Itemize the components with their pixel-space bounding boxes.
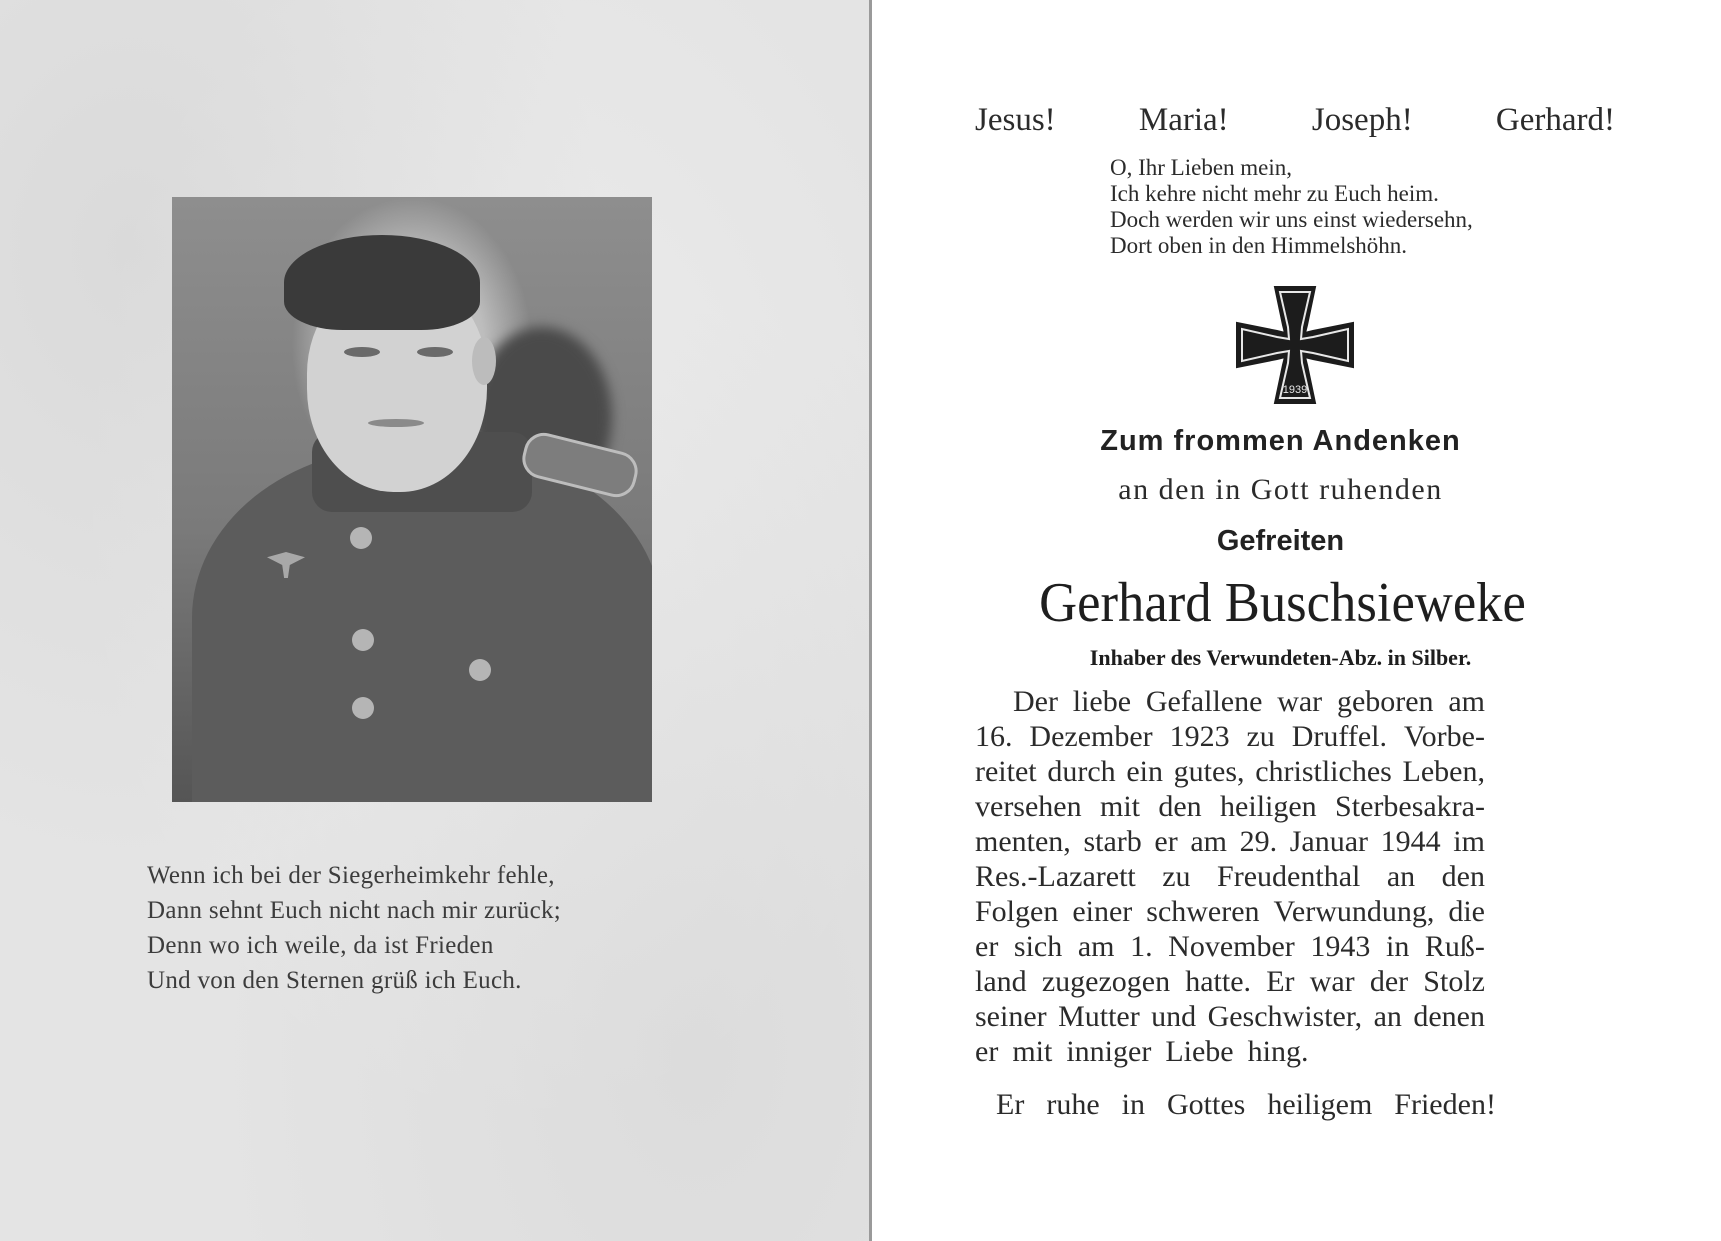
- invocation-word: Gerhard!: [1495, 102, 1615, 138]
- biography-word: Sterbesakra-: [1335, 790, 1485, 823]
- biography-line: [975, 789, 1485, 824]
- biography-word: 16.: [975, 720, 1013, 753]
- photo-button: [352, 697, 374, 719]
- biography-line: [975, 1034, 1485, 1069]
- biography-line: [975, 824, 1485, 859]
- closing-blessing: [996, 1088, 1496, 1122]
- photo-button: [350, 527, 372, 549]
- biography-line: [975, 754, 1485, 789]
- closing-word: ruhe: [1046, 1088, 1100, 1121]
- biography-word: der: [1369, 965, 1409, 998]
- biography-word: menten,: [975, 825, 1071, 858]
- biography-word: den: [1158, 790, 1202, 823]
- biography-word: reitet: [975, 755, 1037, 788]
- right-panel: [872, 0, 1721, 1241]
- poem-line: Denn wo ich weile, da ist Frieden: [147, 932, 494, 959]
- deceased-name: Gerhard Buschsieweke: [1039, 572, 1526, 634]
- photo-button: [352, 629, 374, 651]
- subheading: an den in Gott ruhenden: [1118, 473, 1443, 506]
- biography-word: geboren: [1336, 685, 1434, 718]
- biography-word: mit: [1012, 1035, 1053, 1068]
- closing-word: in: [1121, 1088, 1145, 1121]
- biography-word: 1.: [1130, 930, 1153, 963]
- biography-word: land: [975, 965, 1027, 998]
- closing-word: Frieden!: [1394, 1088, 1496, 1121]
- biography-word: christliches: [1255, 755, 1392, 788]
- biography-word: am: [1077, 930, 1115, 963]
- biography-word: zugezogen: [1041, 965, 1171, 998]
- biography-line: [975, 999, 1485, 1034]
- verse-line: Dort oben in den Himmelshöhn.: [1110, 233, 1408, 258]
- biography-line: [975, 719, 1485, 754]
- biography-word: Liebe: [1165, 1035, 1234, 1068]
- biography-word: versehen: [975, 790, 1082, 823]
- biography-word: war: [1277, 685, 1323, 718]
- emblem-year: 1939: [1282, 384, 1308, 396]
- photo-eye: [417, 347, 453, 357]
- biography-word: Res.-Lazarett: [975, 860, 1136, 893]
- verse-line: Ich kehre nicht mehr zu Euch heim.: [1110, 181, 1439, 206]
- biography-word: seiner: [975, 1000, 1047, 1033]
- biography-word: Geschwister,: [1207, 1000, 1363, 1033]
- biography-word: denen: [1413, 1000, 1485, 1033]
- iron-cross-icon: [1235, 285, 1355, 405]
- biography-word: Folgen: [975, 895, 1059, 928]
- closing-word: Gottes: [1166, 1088, 1246, 1121]
- biography-word: am: [1448, 685, 1485, 718]
- biography-word: Gefallene: [1145, 685, 1263, 718]
- poem-line: Wenn ich bei der Siegerheimkehr fehle,: [147, 862, 555, 889]
- photo-mouth: [368, 419, 424, 427]
- verse: [1110, 155, 1473, 259]
- invocation-header: [975, 102, 1615, 139]
- biography-word: Druffel.: [1291, 720, 1387, 753]
- biography-line: [975, 859, 1485, 894]
- poem-line: Und von den Sternen grüß ich Euch.: [147, 967, 522, 994]
- biography-word: zu: [1162, 860, 1191, 893]
- closing-word: Er: [996, 1088, 1025, 1121]
- biography-word: Ruß-: [1424, 930, 1485, 963]
- biography-word: Verwundung,: [1273, 895, 1435, 928]
- invocation-word: Jesus!: [975, 102, 1056, 138]
- biography-word: Januar: [1289, 825, 1369, 858]
- biography-word: Vorbe-: [1403, 720, 1485, 753]
- biography-word: hatte.: [1185, 965, 1252, 998]
- biography-word: Leben,: [1402, 755, 1485, 788]
- biography-word: Der: [1013, 685, 1058, 718]
- biography-word: mit: [1099, 790, 1140, 823]
- biography-word: November: [1168, 930, 1295, 963]
- biography-word: heiligen: [1220, 790, 1317, 823]
- left-poem: [147, 858, 707, 998]
- biography-word: gutes,: [1173, 755, 1245, 788]
- biography-line: [975, 894, 1485, 929]
- biography-word: einer: [1072, 895, 1133, 928]
- photo-eye: [344, 347, 380, 357]
- biography-word: in: [1385, 930, 1410, 963]
- biography-word: 29.: [1239, 825, 1278, 858]
- biography-word: Freudenthal: [1217, 860, 1361, 893]
- biography-word: 1944: [1380, 825, 1441, 858]
- portrait-photo: [172, 197, 652, 802]
- biography-word: die: [1448, 895, 1485, 928]
- biography-word: durch: [1047, 755, 1116, 788]
- photo-button: [469, 659, 491, 681]
- invocation-word: Maria!: [1138, 102, 1229, 138]
- biography-word: an: [1373, 1000, 1402, 1033]
- photo-hair: [284, 235, 480, 330]
- biography-word: hing.: [1247, 1035, 1309, 1068]
- poem-line: Dann sehnt Euch nicht nach mir zurück;: [147, 897, 562, 924]
- invocation-word: Joseph!: [1311, 102, 1413, 138]
- biography-word: 1923: [1169, 720, 1230, 753]
- biography-word: inniger: [1066, 1035, 1152, 1068]
- biography-word: Mutter: [1058, 1000, 1140, 1033]
- biography-word: starb: [1083, 825, 1142, 858]
- rank: Gefreiten: [1216, 525, 1345, 557]
- biography-word: und: [1151, 1000, 1197, 1033]
- biography-word: er: [975, 1035, 999, 1068]
- biography-word: war: [1309, 965, 1355, 998]
- decoration: Inhaber des Verwundeten-Abz. in Silber.: [1089, 645, 1472, 670]
- biography-word: zu: [1246, 720, 1275, 753]
- closing-word: heiligem: [1267, 1088, 1373, 1121]
- biography-word: 1943: [1310, 930, 1371, 963]
- biography-word: den: [1441, 860, 1485, 893]
- biography-word: im: [1453, 825, 1485, 858]
- verse-line: Doch werden wir uns einst wiedersehn,: [1110, 207, 1473, 232]
- biography-word: schweren: [1146, 895, 1260, 928]
- photo-ear: [472, 337, 496, 385]
- biography-word: Dezember: [1029, 720, 1153, 753]
- biography-word: liebe: [1072, 685, 1132, 718]
- biography-line: [975, 684, 1485, 719]
- biography-word: Stolz: [1423, 965, 1485, 998]
- biography-word: er: [975, 930, 999, 963]
- biography: [975, 684, 1485, 1069]
- biography-word: er: [1154, 825, 1178, 858]
- biography-word: am: [1190, 825, 1227, 858]
- biography-word: ein: [1126, 755, 1163, 788]
- biography-word: Er: [1266, 965, 1295, 998]
- biography-line: [975, 929, 1485, 964]
- verse-line: O, Ihr Lieben mein,: [1110, 155, 1293, 180]
- biography-line: [975, 964, 1485, 999]
- biography-word: sich: [1013, 930, 1063, 963]
- memorial-heading: Zum frommen Andenken: [1100, 425, 1461, 457]
- biography-word: an: [1386, 860, 1416, 893]
